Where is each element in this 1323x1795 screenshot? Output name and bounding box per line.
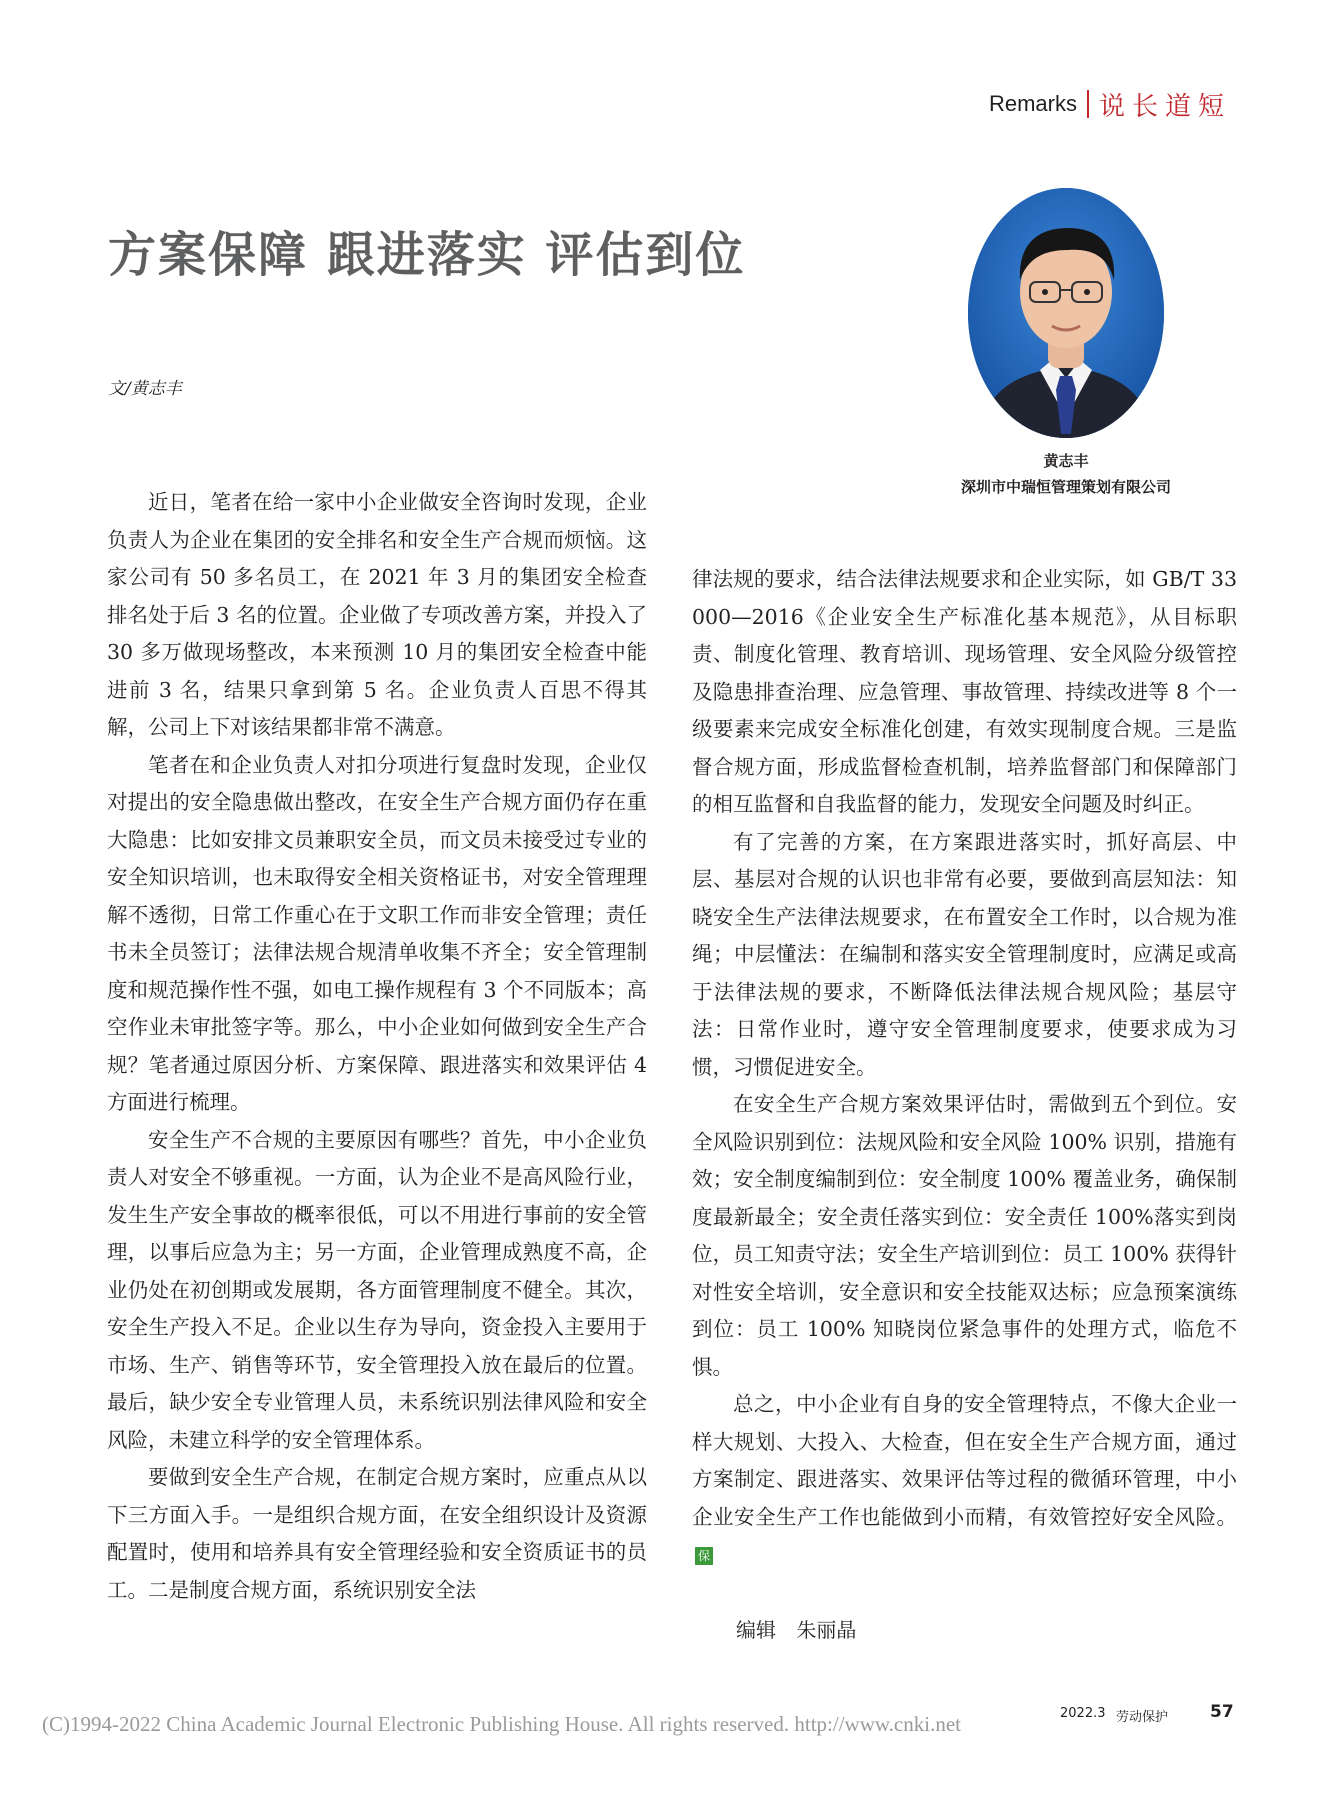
paragraph: 在安全生产合规方案效果评估时，需做到五个到位。安全风险识别到位：法规风险和安全风险 100% 识别，措施有效；安全制度编制到位：安全制度 100% 覆盖业务，确保制度最新最全；安全责任落实到位：安全责任 100%落实到岗位，员工知责守法；安全生产培训到位：员工 100% 获得针对性安全培训，安全意识和安全技能双达标；应急预案演练到位：员工 100% 知晓岗位紧急事件的处理方式，临危不惧。: [692, 1092, 1237, 1379]
end-mark-icon: 保: [695, 1547, 713, 1565]
editor-name: 朱丽晶: [796, 1618, 857, 1642]
header-divider: [1087, 90, 1089, 118]
page-number: 57: [1210, 1702, 1234, 1722]
left-column: [107, 484, 647, 1609]
portrait-illustration: [968, 188, 1164, 438]
column-header: [989, 86, 1231, 122]
paragraph: 近日，笔者在给一家中小企业做安全咨询时发现，企业负责人为企业在集团的安全排名和安全生产合规而烦恼。这家公司有 50 多名员工，在 2021 年 3 月的集团安全检查排名处于后 3 名的位置。企业做了专项改善方案，并投入了 30 多万做现场整改，本来预测 10 月的集团安全检查中能进前 3 名，结果只拿到第 5 名。企业负责人百思不得其解，公司上下对该结果都非常不满意。: [107, 490, 647, 739]
paragraph-continued: 律法规的要求，结合法律法规要求和企业实际，如 GB/T 33000—2016《企业安全生产标准化基本规范》，从目标职责、制度化管理、教育培训、现场管理、安全风险分级管控及隐患排查治理、应急管理、事故管理、持续改进等 8 个一级要素来完成安全标准化创建，有效实现制度合规。三是监督合规方面，形成监督检查机制，培养监督部门和保障部门的相互监督和自我监督的能力，发现安全问题及时纠正。: [692, 567, 1237, 816]
paragraph: 安全生产不合规的主要原因有哪些？首先，中小企业负责人对安全不够重视。一方面，认为企业不是高风险行业，发生生产安全事故的概率很低，可以不用进行事前的安全管理，以事后应急为主；另一方面，企业管理成熟度不高，企业仍处在初创期或发展期，各方面管理制度不健全。其次，安全生产投入不足。企业以生存为导向，资金投入主要用于市场、生产、销售等环节，安全管理投入放在最后的位置。最后，缺少安全专业管理人员，未系统识别法律风险和安全风险，未建立科学的安全管理体系。: [107, 1127, 647, 1452]
column-chinese-label: 说长道短: [1098, 91, 1231, 122]
paragraph: 要做到安全生产合规，在制定合规方案时，应重点从以下三方面入手。一是组织合规方面，在安全组织设计及资源配置时，使用和培养具有安全管理经验和安全资质证书的员工。二是制度合规方面，系统识别安全法: [107, 1465, 647, 1602]
final-paragraph-text: 总之，中小企业有自身的安全管理特点，不像大企业一样大规划、大投入、大检查，但在安全生产合规方面，通过方案制定、跟进落实、效果评估等过程的微循环管理，中小企业安全生产工作也能做到小而精，有效管控好安全风险。: [692, 1392, 1237, 1529]
right-column: [692, 561, 1237, 1574]
paragraph-final: [692, 1386, 1237, 1574]
copyright-watermark: (C)1994-2022 China Academic Journal Electronic Publishing House. All rights reserved. http://www.cnki.net: [42, 1712, 961, 1736]
issue-number: 2022.3: [1060, 1706, 1106, 1721]
column-english-label: Remarks: [988, 91, 1077, 116]
paragraph: 笔者在和企业负责人对扣分项进行复盘时发现，企业仅对提出的安全隐患做出整改，在安全生产合规方面仍存在重大隐患：比如安排文员兼职安全员，而文员未接受过专业的安全知识培训，也未取得安全相关资格证书，对安全管理理解不透彻，日常工作重心在于文职工作而非安全管理；责任书未全员签订；法律法规合规清单收集不齐全；安全管理制度和规范操作性不强，如电工操作规程有 3 个不同版本；高空作业未审批签字等。那么，中小企业如何做到安全生产合规？笔者通过原因分析、方案保障、跟进落实和效果评估 4 方面进行梳理。: [107, 752, 647, 1114]
portrait-caption-name: 黄志丰: [1043, 452, 1089, 470]
article-title: 方案保障 跟进落实 评估到位: [108, 227, 746, 283]
paragraph: 有了完善的方案，在方案跟进落实时，抓好高层、中层、基层对合规的认识也非常有必要，要做到高层知法：知晓安全生产法律法规要求，在布置安全工作时，以合规为准绳；中层懂法：在编制和落实安全管理制度时，应满足或高于法律法规的要求，不断降低法律法规合规风险；基层守法：日常作业时，遵守安全管理制度要求，使要求成为习惯，习惯促进安全。: [692, 829, 1237, 1079]
editor-label: 编辑: [736, 1618, 776, 1642]
author-line: 文/黄志丰: [108, 379, 182, 399]
magazine-name: 劳动保护: [1116, 1710, 1169, 1725]
editor-credit: [736, 1614, 856, 1643]
author-portrait: [968, 188, 1164, 438]
portrait-caption-org: 深圳市中瑞恒管理策划有限公司: [960, 478, 1171, 496]
